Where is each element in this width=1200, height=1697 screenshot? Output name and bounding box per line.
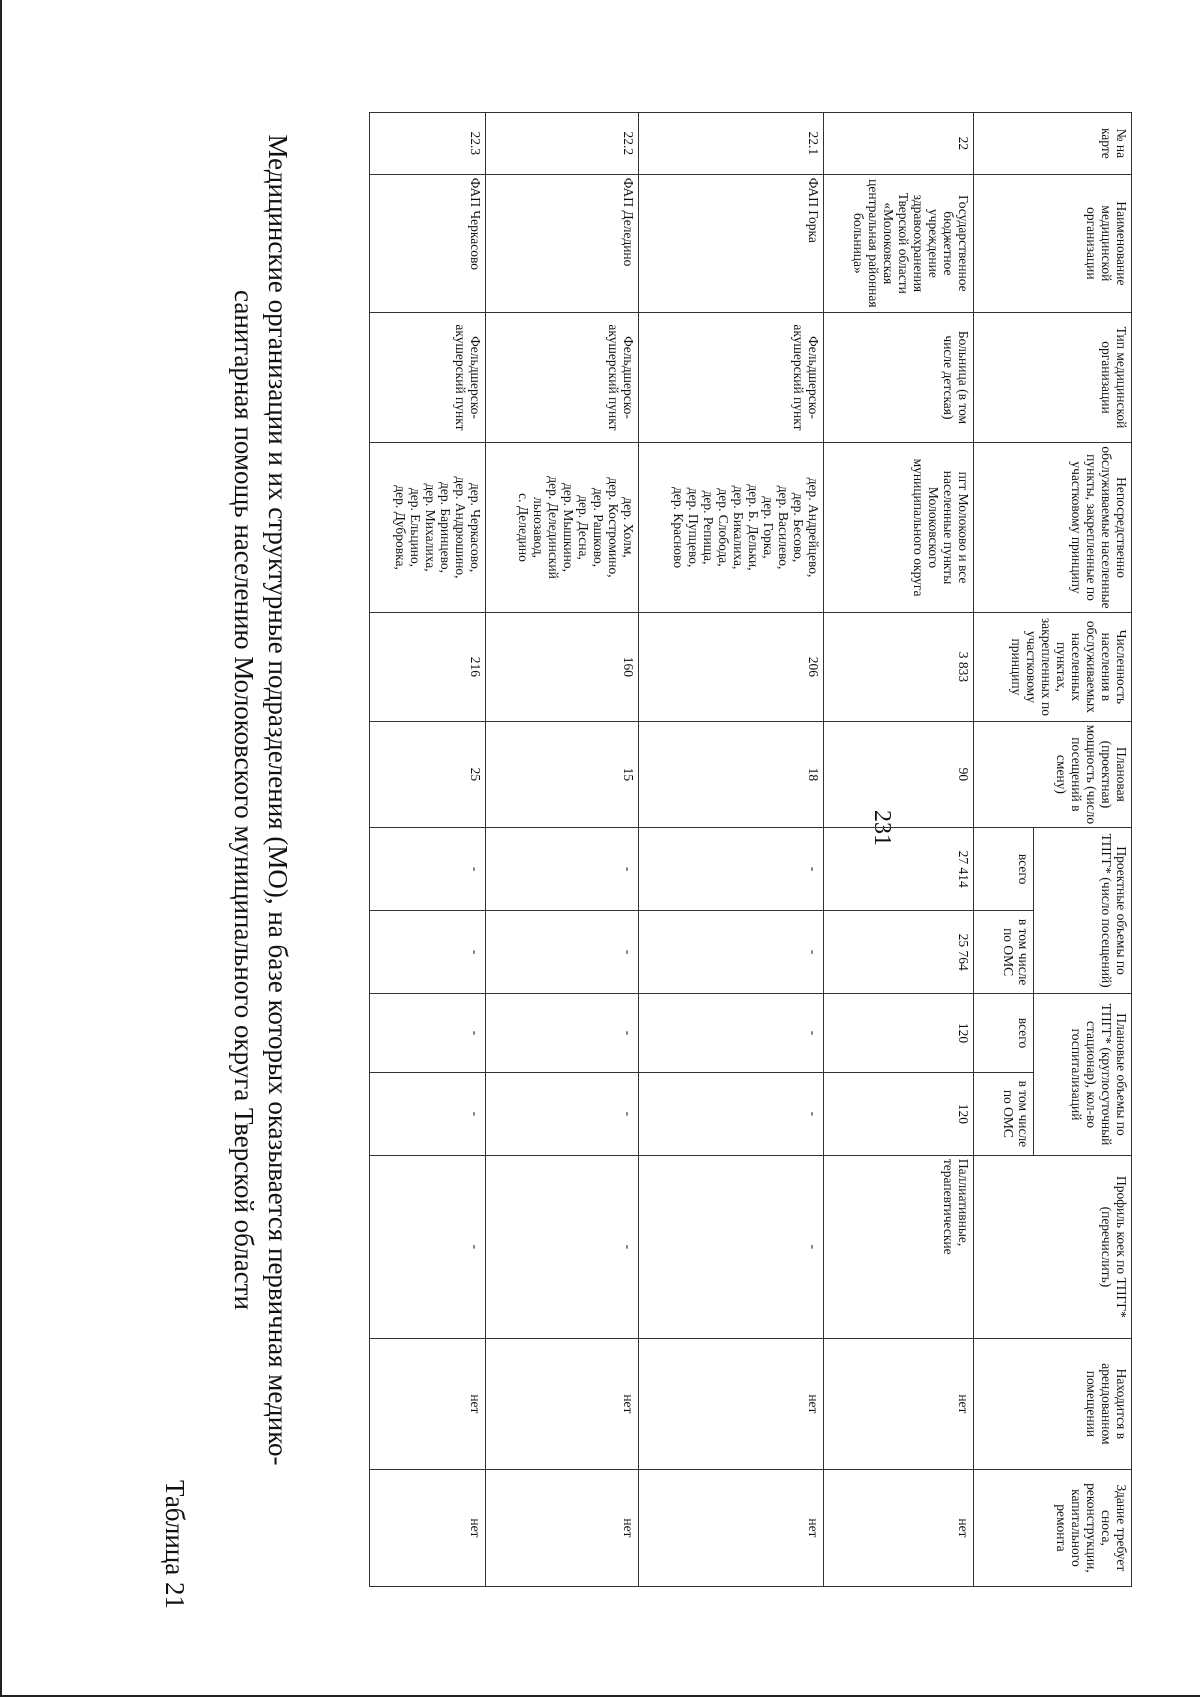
cell-population: 3 833 bbox=[824, 613, 974, 722]
cell-hosp-oms: 120 bbox=[824, 1072, 974, 1155]
cell-visits-oms: - bbox=[370, 911, 486, 994]
header-map-no: № на карте bbox=[974, 113, 1132, 175]
table-header-row bbox=[1034, 113, 1132, 1587]
page-number: 231 bbox=[869, 810, 895, 846]
table-row bbox=[824, 113, 974, 1587]
cell-population: 216 bbox=[370, 613, 486, 722]
cell-rented: нет bbox=[370, 1338, 486, 1469]
cell-hosp-total: 120 bbox=[824, 994, 974, 1073]
cell-visits-oms: - bbox=[486, 911, 639, 994]
table-row bbox=[639, 113, 824, 1587]
table-row bbox=[370, 113, 486, 1587]
cell-org-name: ФАП Черкасово bbox=[370, 174, 486, 312]
cell-visits-total: 27 414 bbox=[824, 828, 974, 911]
cell-hosp-oms: - bbox=[370, 1072, 486, 1155]
cell-capacity: 25 bbox=[370, 721, 486, 827]
header-org-name: Наименование медицинской организации bbox=[974, 174, 1132, 312]
cell-map-no: 22.2 bbox=[486, 113, 639, 175]
header-visits-group: Проектные объемы по ТПГГ* (число посещений) bbox=[1034, 828, 1132, 994]
header-hosp-oms: в том числе по ОМС bbox=[974, 1072, 1034, 1155]
cell-org-type: Больница (в том числе детская) bbox=[824, 313, 974, 443]
cell-rented: нет bbox=[824, 1338, 974, 1469]
cell-population: 206 bbox=[639, 613, 824, 722]
cell-map-no: 22 bbox=[824, 113, 974, 175]
cell-map-no: 22.3 bbox=[370, 113, 486, 175]
cell-org-type: Фельдшерско-акушерский пункт bbox=[486, 313, 639, 443]
cell-rented: нет bbox=[486, 1338, 639, 1469]
cell-org-name: Государственное бюджетное учреждение здравоохранения Тверской области «Молоковская центральная районная больница» bbox=[824, 174, 974, 312]
cell-bed-profile: Паллиативные, терапевтические bbox=[824, 1155, 974, 1338]
table-label: Таблица 21 bbox=[160, 1480, 190, 1609]
header-rented: Находится в арендованном помещении bbox=[974, 1338, 1132, 1469]
cell-visits-total: - bbox=[486, 828, 639, 911]
cell-served-points: пгт Молоково и все населенные пункты Молоковского муниципального округа bbox=[824, 442, 974, 612]
cell-rented: нет bbox=[639, 1338, 824, 1469]
header-visits-oms: в том числе по ОМС bbox=[974, 911, 1034, 994]
cell-map-no: 22.1 bbox=[639, 113, 824, 175]
cell-org-name: ФАП Горка bbox=[639, 174, 824, 312]
cell-capacity: 90 bbox=[824, 721, 974, 827]
cell-org-name: ФАП Деледино bbox=[486, 174, 639, 312]
cell-visits-total: - bbox=[370, 828, 486, 911]
cell-capacity: 15 bbox=[486, 721, 639, 827]
header-population: Численность населения в обслуживаемых населенных пунктах, закрепленных по участковому принципу bbox=[974, 613, 1132, 722]
cell-served-points: дер. Черкасово, дер. Андрюшино, дер. Баринцево, дер. Михалиха, дер. Ельцино, дер. Дубровка, bbox=[370, 442, 486, 612]
cell-hosp-total: - bbox=[370, 994, 486, 1073]
header-org-type: Тип медицинской организации bbox=[974, 313, 1132, 443]
cell-needs-repair: нет bbox=[486, 1469, 639, 1586]
header-visits-total: всего bbox=[974, 828, 1034, 911]
header-bed-profile: Профиль коек по ТПГГ* (перечислить) bbox=[974, 1155, 1132, 1338]
cell-hosp-total: - bbox=[639, 994, 824, 1073]
cell-visits-oms: - bbox=[639, 911, 824, 994]
cell-served-points: дер. Андрейцево, дер. Бесово, дер. Василево, дер. Горка, дер. Б. Дельки, дер. Бикалиха, дер. Слобода, дер. Репища, дер. Пупцево, дер. Красново bbox=[639, 442, 824, 612]
cell-org-type: Фельдшерско-акушерский пункт bbox=[370, 313, 486, 443]
header-served-points: Непосредственно обслуживаемые населенные пункты, закрепленные по участковому принципу bbox=[974, 442, 1132, 612]
cell-hosp-oms: - bbox=[486, 1072, 639, 1155]
cell-population: 160 bbox=[486, 613, 639, 722]
page-title: Медицинские организации и их структурные подразделения (МО), на базе которых оказывается первичная медико-санитарная помощь населению Молоковского муниципального округа Тверской области bbox=[229, 134, 293, 1466]
header-capacity: Плановая (проектная) мощность (число посещений в смену) bbox=[974, 721, 1132, 827]
cell-bed-profile: - bbox=[486, 1155, 639, 1338]
cell-org-type: Фельдшерско-акушерский пункт bbox=[639, 313, 824, 443]
cell-needs-repair: нет bbox=[824, 1469, 974, 1586]
header-needs-repair: Здание требует сноса, реконструкции, капитального ремонта bbox=[974, 1469, 1132, 1586]
header-hosp-total: всего bbox=[974, 994, 1034, 1073]
cell-needs-repair: нет bbox=[639, 1469, 824, 1586]
cell-capacity: 18 bbox=[639, 721, 824, 827]
cell-bed-profile: - bbox=[370, 1155, 486, 1338]
cell-visits-oms: 25 764 bbox=[824, 911, 974, 994]
table-row bbox=[486, 113, 639, 1587]
cell-hosp-total: - bbox=[486, 994, 639, 1073]
cell-served-points: дер. Холм, дер. Костромино, дер. Рашково, дер. Десна, дер. Мышкино, дер. Делединский льнозавод, с. Деледино bbox=[486, 442, 639, 612]
cell-needs-repair: нет bbox=[370, 1469, 486, 1586]
cell-visits-total: - bbox=[639, 828, 824, 911]
cell-bed-profile: - bbox=[639, 1155, 824, 1338]
cell-hosp-oms: - bbox=[639, 1072, 824, 1155]
organizations-table bbox=[369, 112, 1132, 1587]
header-hosp-group: Плановые объемы по ТПГГ* (круглосуточный стационар), кол-во госпитализаций bbox=[1034, 994, 1132, 1156]
